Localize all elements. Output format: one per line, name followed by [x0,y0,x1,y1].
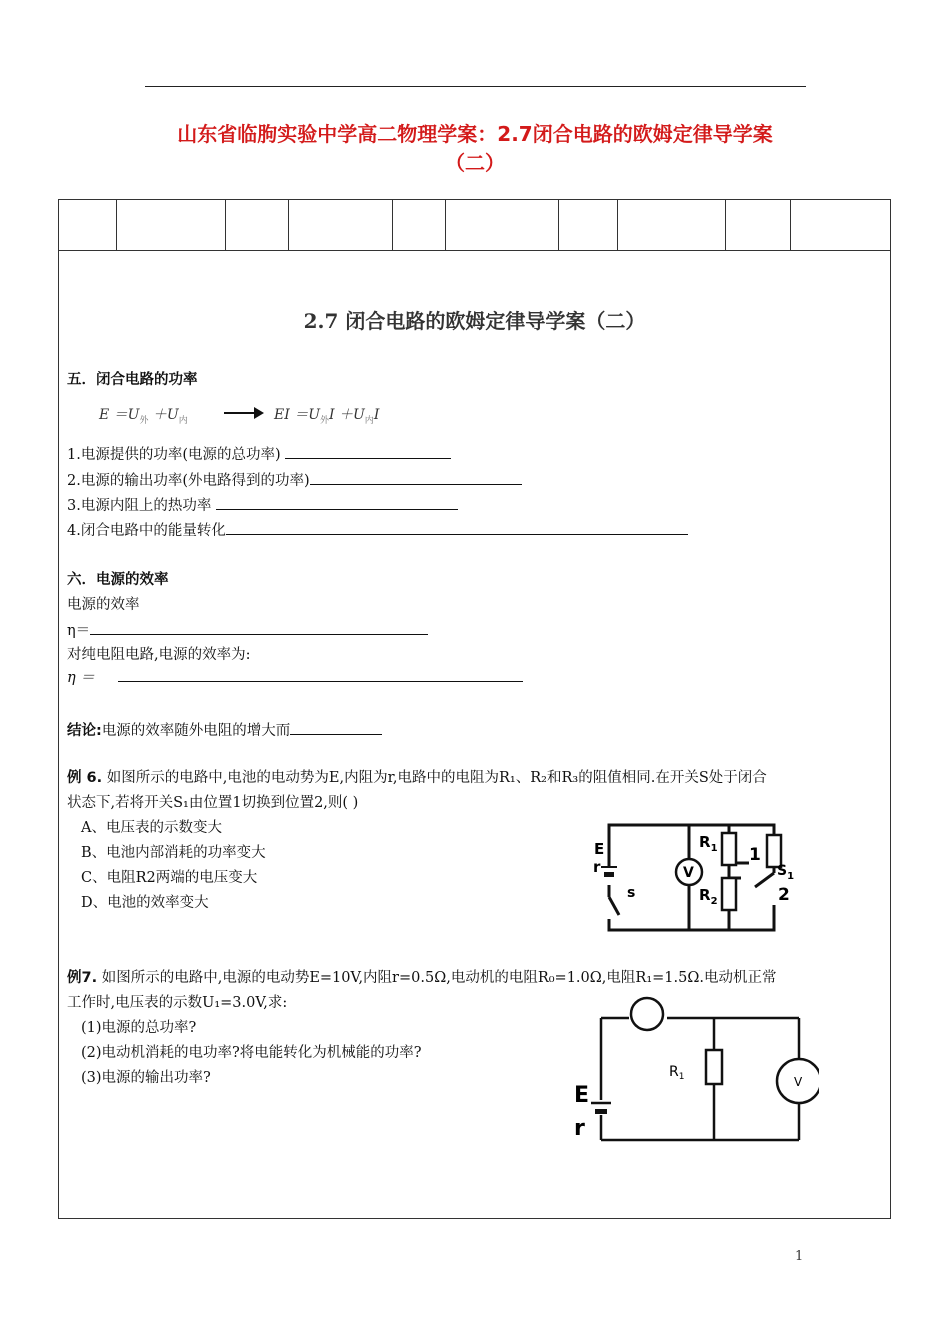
motor-icon [631,998,663,1030]
worksheet-frame [58,199,891,1219]
option-b[interactable]: B、电池内部消耗的功率变大 [81,845,266,861]
list-item: 3.电源内阻上的热功率 [67,495,458,516]
header-cell [445,200,559,250]
header-cell [116,200,226,250]
inner-title: 2.7 闭合电路的欧姆定律导学案（二） [303,309,646,333]
battery-icon [595,1109,607,1114]
header-cell [225,200,289,250]
header-table-row [59,200,890,251]
example7-line1: 例7. 如图所示的电路中,电源的电动势E=10V,内阻r=0.5Ω,电动机的电阻R₀=1.0Ω,电阻R₁=1.5Ω.电动机正常 [67,970,777,986]
header-cell [725,200,791,250]
top-rule [145,86,806,87]
example6-line1: 例 6. 如图所示的电路中,电池的电动势为E,内阻为r,电路中的电阻为R₁、R₂和R₃的阻值相同.在开关S处于闭合 [67,770,767,786]
pure-resistance-label: 对纯电阻电路,电源的效率为: [67,647,251,663]
label-V: V [683,865,694,881]
label-r: r [574,1116,585,1141]
answer-blank[interactable] [310,470,522,485]
header-cell [392,200,446,250]
header-cell [288,200,393,250]
header-cell [617,200,726,250]
section5-heading: 五．闭合电路的功率 [67,372,198,388]
label-r: r [593,858,601,876]
conclusion: 结论:电源的效率随外电阻的增大而 [67,720,382,741]
label-R1: $R_1$ [699,833,718,854]
option-c[interactable]: C、电阻R2两端的电压变大 [81,870,258,886]
answer-blank[interactable] [226,520,688,535]
arrow-icon [224,412,262,414]
document-title-line2: （二） [445,151,505,175]
formula-emf: $E =U_外 +U_内$ [99,407,188,426]
question-2: (2)电动机消耗的电功率?将电能转化为机械能的功率? [81,1045,422,1061]
option-a[interactable]: A、电压表的示数变大 [81,820,222,836]
label-S1: $S_1$ [777,863,795,882]
question-1: (1)电源的总功率? [81,1020,197,1036]
label-R2: $R_2$ [699,886,718,907]
label-E: E [574,1083,590,1108]
efficiency-formula: η＝ [67,620,428,641]
list-item: 1.电源提供的功率(电源的总功率) [67,444,451,465]
option-d[interactable]: D、电池的效率变大 [81,895,209,911]
list-item: 2.电源的输出功率(外电路得到的功率) [67,470,522,491]
label-V: V [794,1075,803,1089]
label-pos2: 2 [778,885,790,905]
page-number: 1 [795,1249,804,1264]
header-cell [59,200,117,250]
question-3: (3)电源的输出功率? [81,1070,211,1086]
answer-blank[interactable] [285,444,451,459]
example7-line2: 工作时,电压表的示数U₁=3.0V,求: [67,995,288,1011]
header-cell [558,200,618,250]
list-item: 4.闭合电路中的能量转化 [67,520,688,541]
document-title: 山东省临朐实验中学高二物理学案：2.7闭合电路的欧姆定律导学案 [177,122,773,146]
answer-blank[interactable] [290,720,382,735]
answer-blank[interactable] [216,495,458,510]
answer-blank[interactable] [118,667,523,682]
answer-blank[interactable] [90,620,428,635]
circuit-diagram-example6 [579,815,809,935]
battery-icon [604,872,614,877]
label-R1: $R_1$ [669,1064,685,1082]
example6-line2: 状态下,若将开关S₁由位置1切换到位置2,则( ) [67,795,359,811]
efficiency-formula-2: η ＝ [67,667,523,688]
label-E: E [594,840,605,858]
label-S: s [627,885,636,901]
formula-power: EI $=U_外I +U_内I$ [274,407,380,426]
label-pos1: 1 [749,845,761,865]
circuit-diagram-example7 [569,990,819,1155]
efficiency-label: 电源的效率 [67,597,140,613]
section6-heading: 六．电源的效率 [67,572,169,588]
